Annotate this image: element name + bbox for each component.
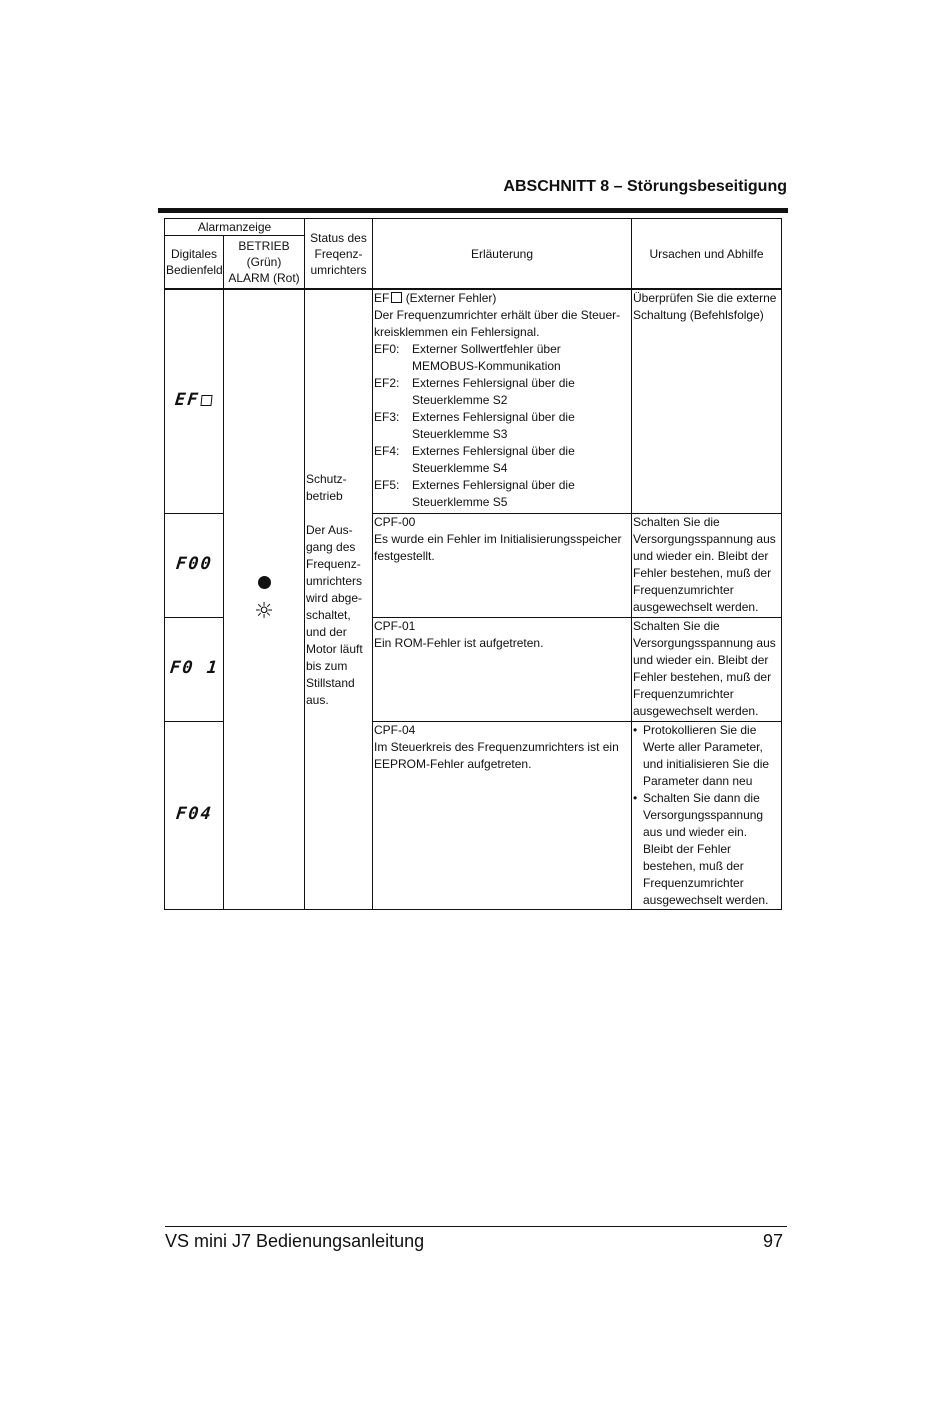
header-led: BETRIEB (Grün) ALARM (Rot) xyxy=(224,236,305,290)
display-code-cell xyxy=(165,721,224,909)
manual-title: VS mini J7 Bedienungsanleitung xyxy=(165,1231,425,1251)
display-code: F0 1 xyxy=(168,658,220,678)
footer-rule xyxy=(165,1226,787,1227)
list-item: • Protokollieren Sie die Werte aller Parameter, und initialisieren Sie die Parameter dann neu xyxy=(633,722,770,788)
cause-cell: Schalten Sie die Versorgungsspannung aus und wieder ein. Bleibt der Fehler bestehen, muß der Frequenzumrichter ausgewechselt werden. xyxy=(632,513,782,617)
explanation-title: EF (Externer Fehler) xyxy=(374,291,497,305)
header-alarm: Alarmanzeige xyxy=(165,219,305,236)
led-flashing-icon: ☼ xyxy=(254,598,274,624)
cause-cell: Schalten Sie die Versorgungsspannung aus und wieder ein. Bleibt der Fehler bestehen, muß der Frequenzumrichter ausgewechselt werden. xyxy=(632,617,782,721)
explanation-cell xyxy=(373,617,632,721)
status-description: Der Aus-gang des Frequenz-umrichters wird abge-schaltet, und der Motor läuft bis zum Stillstand aus. xyxy=(306,523,363,707)
explanation-cell xyxy=(373,289,632,513)
bullet-icon: • xyxy=(633,722,638,737)
display-code: F04 xyxy=(174,804,214,824)
explanation-text: Ein ROM-Fehler ist aufgetreten. xyxy=(374,635,544,650)
list-item: EF4: Externes Fehlersignal über die Steuerklemme S4 xyxy=(374,444,575,475)
display-code: EF xyxy=(174,392,213,409)
status-protective: Schutz-betrieb xyxy=(306,472,347,503)
header-explanation: Erläuterung xyxy=(373,219,632,290)
explanation-text: Im Steuerkreis des Frequenzumrichters ist ein EEPROM-Fehler aufgetreten. xyxy=(374,739,619,771)
explanation-text: Der Frequenzumrichter erhält über die Steuer-kreisklemmen ein Fehlersignal. xyxy=(374,308,621,339)
explanation-cell xyxy=(373,513,632,617)
explanation-title: CPF-00 xyxy=(374,514,416,529)
explanation-title: CPF-01 xyxy=(374,618,416,633)
section-header: ABSCHNITT 8 – Störungsbeseitigung xyxy=(503,178,787,195)
list-item: EF5: Externes Fehlersignal über die Steuerklemme S5 xyxy=(374,478,575,509)
explanation-title: CPF-04 xyxy=(374,722,416,737)
led-cell xyxy=(224,289,305,909)
cause-cell xyxy=(632,721,782,909)
bullet-icon: • xyxy=(633,790,638,805)
cause-cell: Überprüfen Sie die externe Schaltung (Befehlsfolge) xyxy=(632,289,782,513)
explanation-cell xyxy=(373,721,632,909)
header-status: Status des Freqenz-umrichters xyxy=(305,219,373,290)
explanation-text: Es wurde ein Fehler im Initialisierungsspeicher festgestellt. xyxy=(374,531,622,563)
status-cell xyxy=(305,289,373,909)
display-code-cell xyxy=(165,289,224,513)
led-on-icon xyxy=(258,576,271,589)
display-code-cell xyxy=(165,617,224,721)
placeholder-box-icon xyxy=(391,292,402,303)
list-item: EF2: Externes Fehlersignal über die Steuerklemme S2 xyxy=(374,376,575,407)
display-code: F00 xyxy=(174,554,214,574)
list-item: EF3: Externes Fehlersignal über die Steuerklemme S3 xyxy=(374,410,575,441)
header-rule xyxy=(158,208,788,213)
header-digital: Digitales Bedienfeld xyxy=(165,236,224,290)
list-item: • Schalten Sie dann die Versorgungsspannung aus und wieder ein. Bleibt der Fehler bestehen, muß der Frequenzumrichter ausgewechselt werden. xyxy=(633,790,769,907)
fault-table xyxy=(164,218,782,910)
display-code-cell xyxy=(165,513,224,617)
page-number: 97 xyxy=(762,1231,783,1251)
header-cause: Ursachen und Abhilfe xyxy=(632,219,782,290)
list-item: EF0: Externer Sollwertfehler über MEMOBUS-Kommunikation xyxy=(374,342,561,373)
placeholder-box-icon xyxy=(201,395,213,406)
